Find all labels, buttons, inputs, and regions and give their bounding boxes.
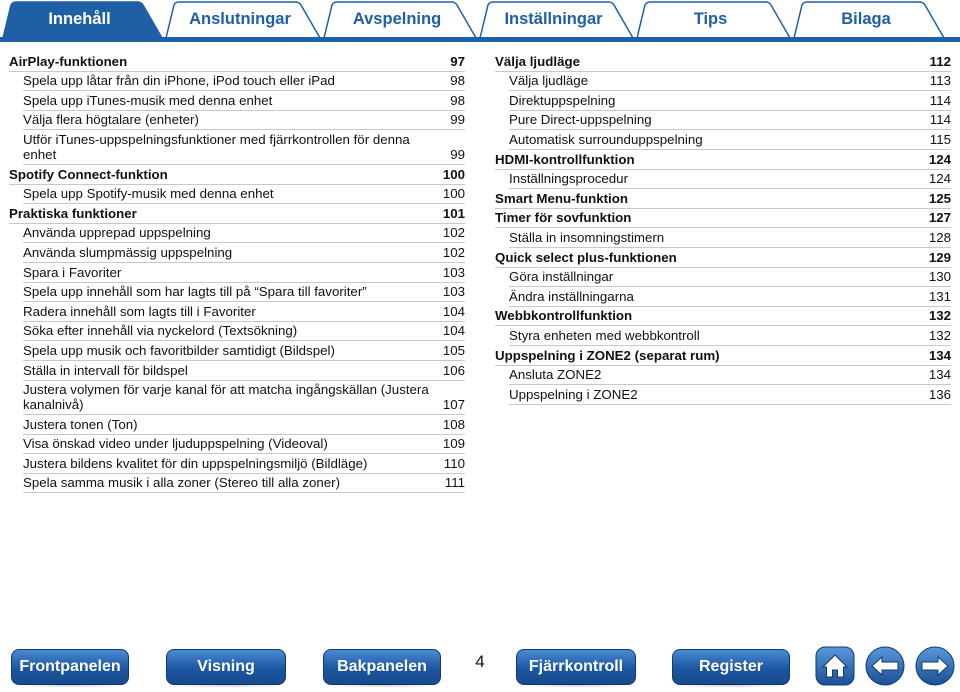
toc-entry[interactable] [23,341,465,361]
toc-entry-title: Justera bildens kvalitet för din uppspelningsmiljö (Bildläge) [23,455,368,471]
toc-entry-page: 97 [450,53,465,69]
toc-entry-page: 108 [442,416,465,432]
toc-entry-page: 132 [928,308,951,324]
toc-entry[interactable] [23,474,465,494]
home-icon[interactable] [815,646,855,686]
toc-entry[interactable] [23,283,465,303]
toc-entry-page: 100 [442,186,465,202]
toc-entry-title: Praktiska funktioner [9,205,137,221]
toc-entry-page: 112 [929,53,951,69]
tab-bar-underline [0,37,960,42]
toc-entry-page: 114 [929,112,951,128]
toc-entry-page: 103 [442,284,465,300]
toc-entry-page: 105 [442,342,465,358]
toc-entry-title: Söka efter innehåll via nyckelord (Textsökning) [23,323,298,339]
toc-entry[interactable] [509,91,951,111]
arrow-right-icon[interactable] [915,646,955,686]
toc-entry-page: 134 [928,367,951,383]
toc-entry-title: Justera volymen för varje kanal för att matcha ingångskällan (Justera kanalnivå) [23,382,429,413]
toc-entry[interactable] [509,287,951,307]
toc-entry-title: Spela upp musik och favoritbilder samtidigt (Bildspel) [23,342,335,358]
toc-entry-page: 98 [450,92,465,108]
toc-entry-title: Direktuppspelning [509,92,616,108]
toc-entry-title: Spela upp låtar från din iPhone, iPod touch eller iPad [23,73,335,89]
toc-entry[interactable] [23,322,465,342]
toc-entry[interactable] [23,185,465,205]
toc-heading[interactable] [495,150,951,170]
nav-button-frontpanelen[interactable]: Frontpanelen [11,649,129,685]
tab-innehall[interactable]: Innehåll [48,10,111,28]
toc-entry-title: Ställa in intervall för bildspel [23,362,188,378]
page-number: 4 [475,652,485,671]
toc-entry[interactable] [23,72,465,92]
toc-entry-page: 134 [928,347,951,363]
toc-entry-page: 103 [442,264,465,280]
toc-heading[interactable] [495,248,951,268]
toc-entry-page: 107 [442,397,465,413]
toc-entry[interactable] [509,111,951,131]
toc-heading[interactable] [495,307,951,327]
nav-button-bakpanelen[interactable]: Bakpanelen [323,649,441,685]
nav-button-visning[interactable]: Visning [166,649,286,685]
toc-entry-page: 99 [450,112,465,128]
toc-entry-page: 124 [928,171,951,187]
toc-entry-title: AirPlay-funktionen [9,53,128,69]
toc-entry-title: Spara i Favoriter [23,264,122,280]
toc-entry-title: Webbkontrollfunktion [495,308,633,324]
toc-entry-title: Visa önskad video under ljuduppspelning (Videoval) [23,436,328,452]
toc-entry-title: Spela upp Spotify-musik med denna enhet [23,186,274,202]
toc-entry-title: Inställningsprocedur [509,171,629,187]
toc-entry-page: 114 [929,92,951,108]
toc-entry-title: Använda upprepad uppspelning [23,225,211,241]
toc-entry[interactable] [509,170,951,190]
toc-heading[interactable] [9,165,465,185]
tab-anslutningar[interactable]: Anslutningar [189,10,291,28]
toc-entry[interactable] [509,268,951,288]
toc-entry[interactable] [23,91,465,111]
toc-entry-page: 106 [442,362,465,378]
toc-entry-page: 111 [444,475,465,491]
toc-entry-page: 101 [442,205,465,221]
toc-entry-title: Quick select plus-funktionen [495,249,677,265]
toc-entry-page: 130 [928,269,951,285]
toc-entry-title: Göra inställningar [509,269,614,285]
toc-entry[interactable] [509,366,951,386]
toc-entry-page: 131 [928,288,951,304]
toc-entry-page: 113 [929,73,951,89]
toc-entry-page: 132 [928,327,951,343]
toc-entry[interactable] [23,415,465,435]
toc-entry-page: 109 [442,436,465,452]
toc-entry[interactable] [23,454,465,474]
toc-entry-page: 102 [442,244,465,260]
toc-entry-title: Timer för sovfunktion [495,210,632,226]
nav-button-fjarrkontroll[interactable]: Fjärrkontroll [516,649,636,685]
toc-entry-page: 104 [442,303,465,319]
toc-entry-page: 125 [928,190,951,206]
toc-entry-title: Radera innehåll som lagts till i Favoriter [23,303,256,319]
toc-entry-page: 124 [928,151,951,167]
toc-entry[interactable] [23,224,465,244]
toc-entry[interactable] [509,72,951,92]
toc-entry-title: Välja ljudläge [509,73,589,89]
toc-entry[interactable] [23,302,465,322]
tab-bilaga[interactable]: Bilaga [841,10,891,28]
toc-heading[interactable] [9,204,465,224]
toc-entry-title: Styra enheten med webbkontroll [509,327,700,343]
toc-entry-page: 100 [442,166,465,182]
toc-entry-title: Välja ljudläge [495,53,580,69]
toc-entry-title: Uppspelning i ZONE2 [509,386,638,402]
toc-entry-page: 98 [450,73,465,89]
toc-entry-title: Ändra inställningarna [509,288,634,304]
toc-heading[interactable] [9,52,465,72]
tab-installningar[interactable]: Inställningar [504,10,603,28]
toc-heading[interactable] [495,52,951,72]
toc-entry-page: 128 [928,229,951,245]
toc-entry[interactable] [509,228,951,248]
toc-entry-title: Utför iTunes-uppspelningsfunktioner med fjärrkontrollen för denna enhet [23,131,410,162]
toc-heading[interactable] [495,189,951,209]
toc-entry-page: 104 [442,323,465,339]
toc-entry-page: 115 [929,131,951,147]
toc-entry-title: Ställa in insomningstimern [509,229,665,245]
tab-tips[interactable]: Tips [693,10,728,28]
nav-button-register[interactable]: Register [672,649,790,685]
toc-entry-page: 99 [450,146,465,162]
toc-heading[interactable] [495,346,951,366]
toc-entry-title: Smart Menu-funktion [495,190,628,206]
toc-entry-title: HDMI-kontrollfunktion [495,151,635,167]
toc-entry[interactable] [509,385,951,405]
toc-entry[interactable] [23,361,465,381]
toc-entry[interactable] [23,435,465,455]
toc-entry[interactable] [23,130,465,165]
toc-entry-title: Spela upp iTunes-musik med denna enhet [23,92,273,108]
toc-entry-title: Spotify Connect-funktion [9,166,168,182]
toc-entry[interactable] [23,243,465,263]
toc-entry-title: Automatisk surrounduppspelning [509,131,703,147]
toc-entry[interactable] [23,263,465,283]
toc-entry-title: Ansluta ZONE2 [509,367,602,383]
toc-left-column [9,52,465,493]
toc-entry[interactable] [509,326,951,346]
toc-entry-page: 129 [928,249,951,265]
toc-entry-title: Uppspelning i ZONE2 (separat rum) [495,347,720,363]
toc-entry[interactable] [509,130,951,150]
toc-heading[interactable] [495,209,951,229]
toc-entry-page: 127 [928,210,951,226]
arrow-left-icon[interactable] [865,646,905,686]
toc-entry-title: Välja flera högtalare (enheter) [23,112,199,128]
toc-entry-title: Använda slumpmässig uppspelning [23,244,233,260]
tab-avspelning[interactable]: Avspelning [352,10,442,28]
toc-entry[interactable] [23,111,465,131]
toc-entry-title: Pure Direct-uppspelning [509,112,652,128]
toc-entry-title: Spela samma musik i alla zoner (Stereo till alla zoner) [23,475,341,491]
toc-right-column [495,52,951,405]
toc-entry-title: Spela upp innehåll som har lagts till på “Spara till favoriter” [23,284,367,300]
toc-entry-title: Justera tonen (Ton) [23,416,138,432]
toc-entry-page: 110 [443,455,465,471]
toc-entry-page: 136 [928,386,951,402]
toc-entry[interactable] [23,381,465,416]
toc-entry-page: 102 [442,225,465,241]
tab-bar [0,0,960,42]
